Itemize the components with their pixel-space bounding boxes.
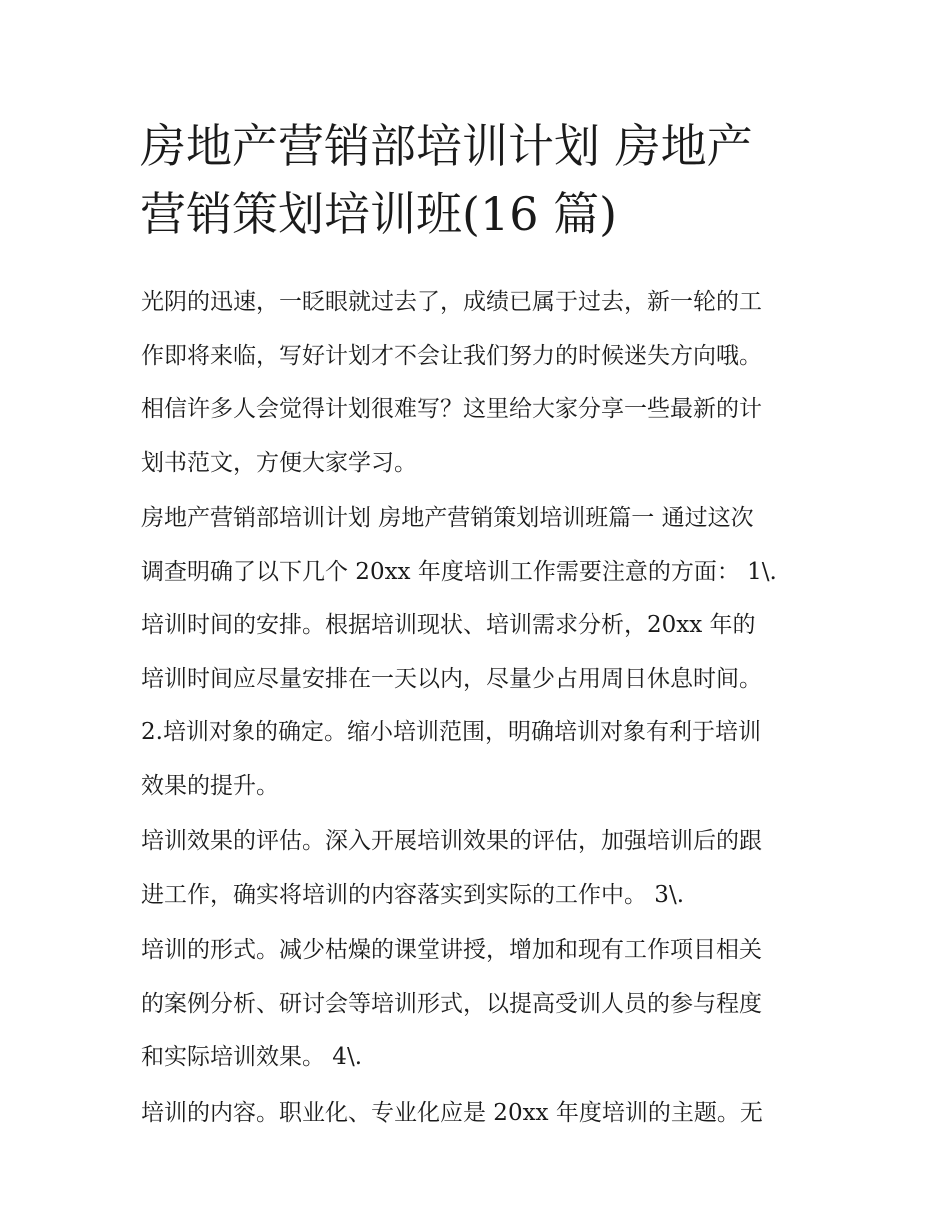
paragraph-content: [141, 1087, 821, 1141]
text-line: 作即将来临，写好计划才不会让我们努力的时候迷失方向哦。: [141, 342, 762, 369]
text-line: 进工作，确实将培训的内容落实到实际的工作中。 3\.: [141, 881, 685, 908]
text-line: 培训效果的评估。深入开展培训效果的评估，加强培训后的跟: [141, 828, 762, 854]
document-body: [141, 276, 821, 1142]
paragraph-format: [141, 924, 821, 1085]
text-line: 培训时间的安排。根据培训现状、培训需求分析，20xx 年的: [141, 612, 756, 638]
text-line: 房地产营销部培训计划 房地产营销策划培训班篇一 通过这次: [141, 505, 754, 531]
text-line: 培训的内容。职业化、专业化应是 20xx 年度培训的主题。无: [141, 1099, 763, 1126]
text-line: 和实际培训效果。 4\.: [141, 1044, 363, 1070]
text-line: 相信许多人会觉得计划很难写？这里给大家分享一些最新的计: [141, 396, 762, 422]
paragraph-intro: [141, 276, 821, 490]
text-line: 调查明确了以下几个 20xx 年度培训工作需要注意的方面： 1\.: [141, 558, 777, 585]
text-line: 培训的形式。减少枯燥的课堂讲授，增加和现有工作项目相关: [141, 937, 762, 963]
document-title: [140, 112, 820, 248]
title-line: 房地产营销部培训计划 房地产: [140, 119, 753, 173]
text-line: 光阴的迅速，一眨眼就过去了，成绩已属于过去，新一轮的工: [141, 289, 762, 315]
text-line: 2.培训对象的确定。缩小培训范围，明确培训对象有利于培训: [141, 719, 761, 745]
paragraph-section-one: [141, 492, 821, 813]
text-line: 划书范文，方便大家学习。: [141, 449, 417, 476]
text-line: 效果的提升。: [141, 772, 279, 799]
paragraph-evaluation: [141, 815, 821, 922]
text-line: 的案例分析、研讨会等培训形式，以提高受训人员的参与程度: [141, 990, 762, 1017]
title-line: 营销策划培训班(16 篇): [140, 187, 618, 241]
text-line: 培训时间应尽量安排在一天以内，尽量少占用周日休息时间。: [141, 665, 762, 692]
